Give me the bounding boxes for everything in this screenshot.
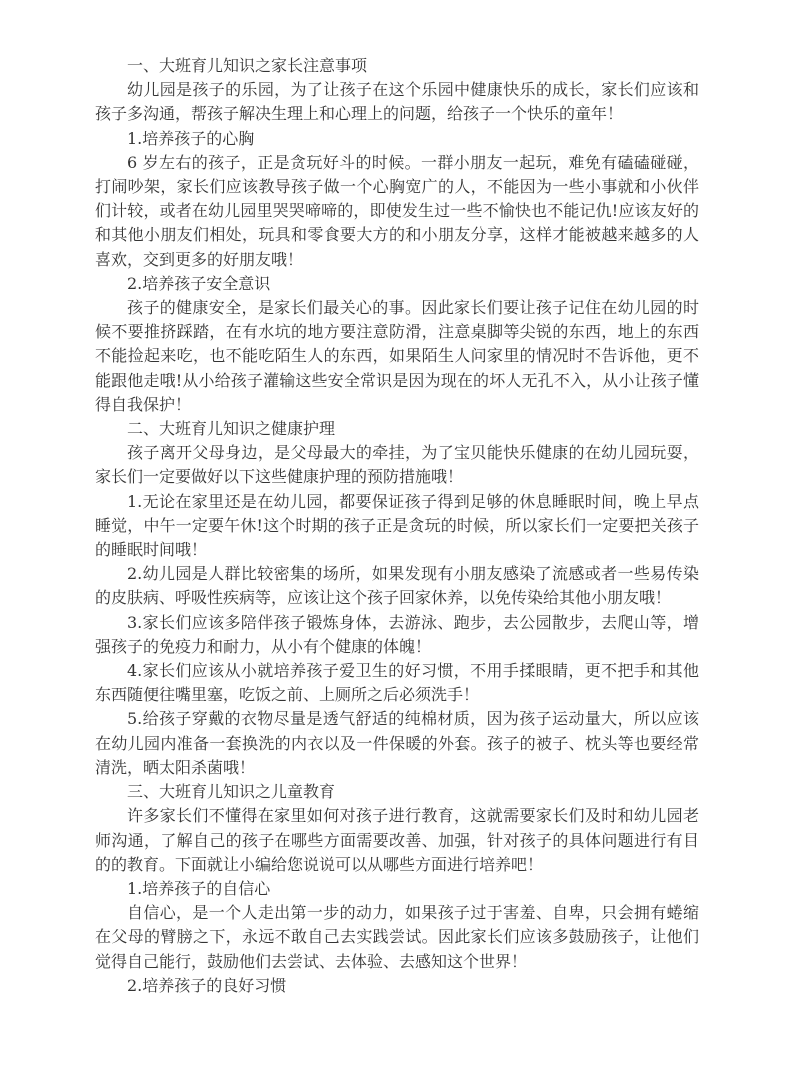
paragraph: 幼儿园是孩子的乐园，为了让孩子在这个乐园中健康快乐的成长，家长们应该和孩子多沟通，帮孩子解决生理上和心理上的问题，给孩子一个快乐的童年！: [95, 80, 699, 124]
paragraph: 1.无论在家里还是在幼儿园，都要保证孩子得到足够的休息睡眠时间，晚上早点睡觉，中午一定要午休!这个时期的孩子正是贪玩的时候，所以家长们一定要把关孩子的睡眠时间哦！: [95, 491, 699, 560]
section-heading: 1.培养孩子的心胸: [127, 128, 255, 148]
paragraph: 孩子的健康安全，是家长们最关心的事。因此家长们要让孩子记住在幼儿园的时候不要推挤踩踏，在有水坑的地方要注意防滑，注意桌脚等尖锐的东西，地上的东西不能捡起来吃，也不能吃陌生人的东西，如果陌生人问家里的情况时不告诉他，更不能跟他走哦!从小给孩子灌输这些安全常识是因为现在的坏人无孔不入，从小让孩子懂得自我保护！: [95, 298, 699, 414]
paragraph: 2.幼儿园是人群比较密集的场所，如果发现有小朋友感染了流感或者一些易传染的皮肤病、呼吸性疾病等，应该让这个孩子回家休养，以免传染给其他小朋友哦！: [95, 564, 699, 608]
section-heading: 2.培养孩子的良好习惯: [127, 975, 287, 995]
section-heading: 二、大班育儿知识之健康护理: [127, 419, 336, 439]
paragraph: 许多家长们不懂得在家里如何对孩子进行教育，这就需要家长们及时和幼儿园老师沟通，了解自己的孩子在哪些方面需要改善、加强，针对孩子的具体问题进行有目的的教育。下面就让小编给您说说可以从哪些方面进行培养吧！: [95, 806, 699, 874]
paragraph: 6 岁左右的孩子，正是贪玩好斗的时候。一群小朋友一起玩，难免有磕磕碰碰，打闹吵架，家长们应该教导孩子做一个心胸宽广的人，不能因为一些小事就和小伙伴们计较，或者在幼儿园里哭哭啼啼的，即使发生过一些不愉快也不能记仇!应该友好的和其他小朋友们相处，玩具和零食要大方的和小朋友分享，这样才能被越来越多的人喜欢，交到更多的好朋友哦！: [95, 152, 699, 269]
section-heading: 一、大班育儿知识之家长注意事项: [127, 56, 368, 75]
paragraph: 4.家长们应该从小就培养孩子爱卫生的好习惯，不用手揉眼睛，更不把手和其他东西随便往嘴里塞，吃饭之前、上厕所之后必须洗手！: [95, 661, 699, 705]
paragraph: 5.给孩子穿戴的衣物尽量是透气舒适的纯棉材质，因为孩子运动量大，所以应该在幼儿园内准备一套换洗的内衣以及一件保暖的外套。孩子的被子、枕头等也要经常清洗，晒太阳杀菌哦！: [95, 709, 699, 777]
section-heading: 三、大班育儿知识之儿童教育: [127, 782, 336, 802]
paragraph: 自信心，是一个人走出第一步的动力，如果孩子过于害羞、自卑，只会拥有蜷缩在父母的臂膀之下，永远不敢自己去实践尝试。因此家长们应该多鼓励孩子，让他们觉得自己能行，鼓励他们去尝试、去体验、去感知这个世界！: [95, 903, 699, 971]
section-heading: 1.培养孩子的自信心: [127, 878, 271, 898]
document-body: [95, 54, 699, 998]
paragraph: 孩子离开父母身边，是父母最大的牵挂，为了宝贝能快乐健康的在幼儿园玩耍，家长们一定要做好以下这些健康护理的预防措施哦！: [95, 443, 699, 487]
paragraph: 3.家长们应该多陪伴孩子锻炼身体，去游泳、跑步，去公园散步，去爬山等，增强孩子的免疫力和耐力，从小有个健康的体魄！: [95, 612, 699, 656]
section-heading: 2.培养孩子安全意识: [127, 273, 271, 293]
